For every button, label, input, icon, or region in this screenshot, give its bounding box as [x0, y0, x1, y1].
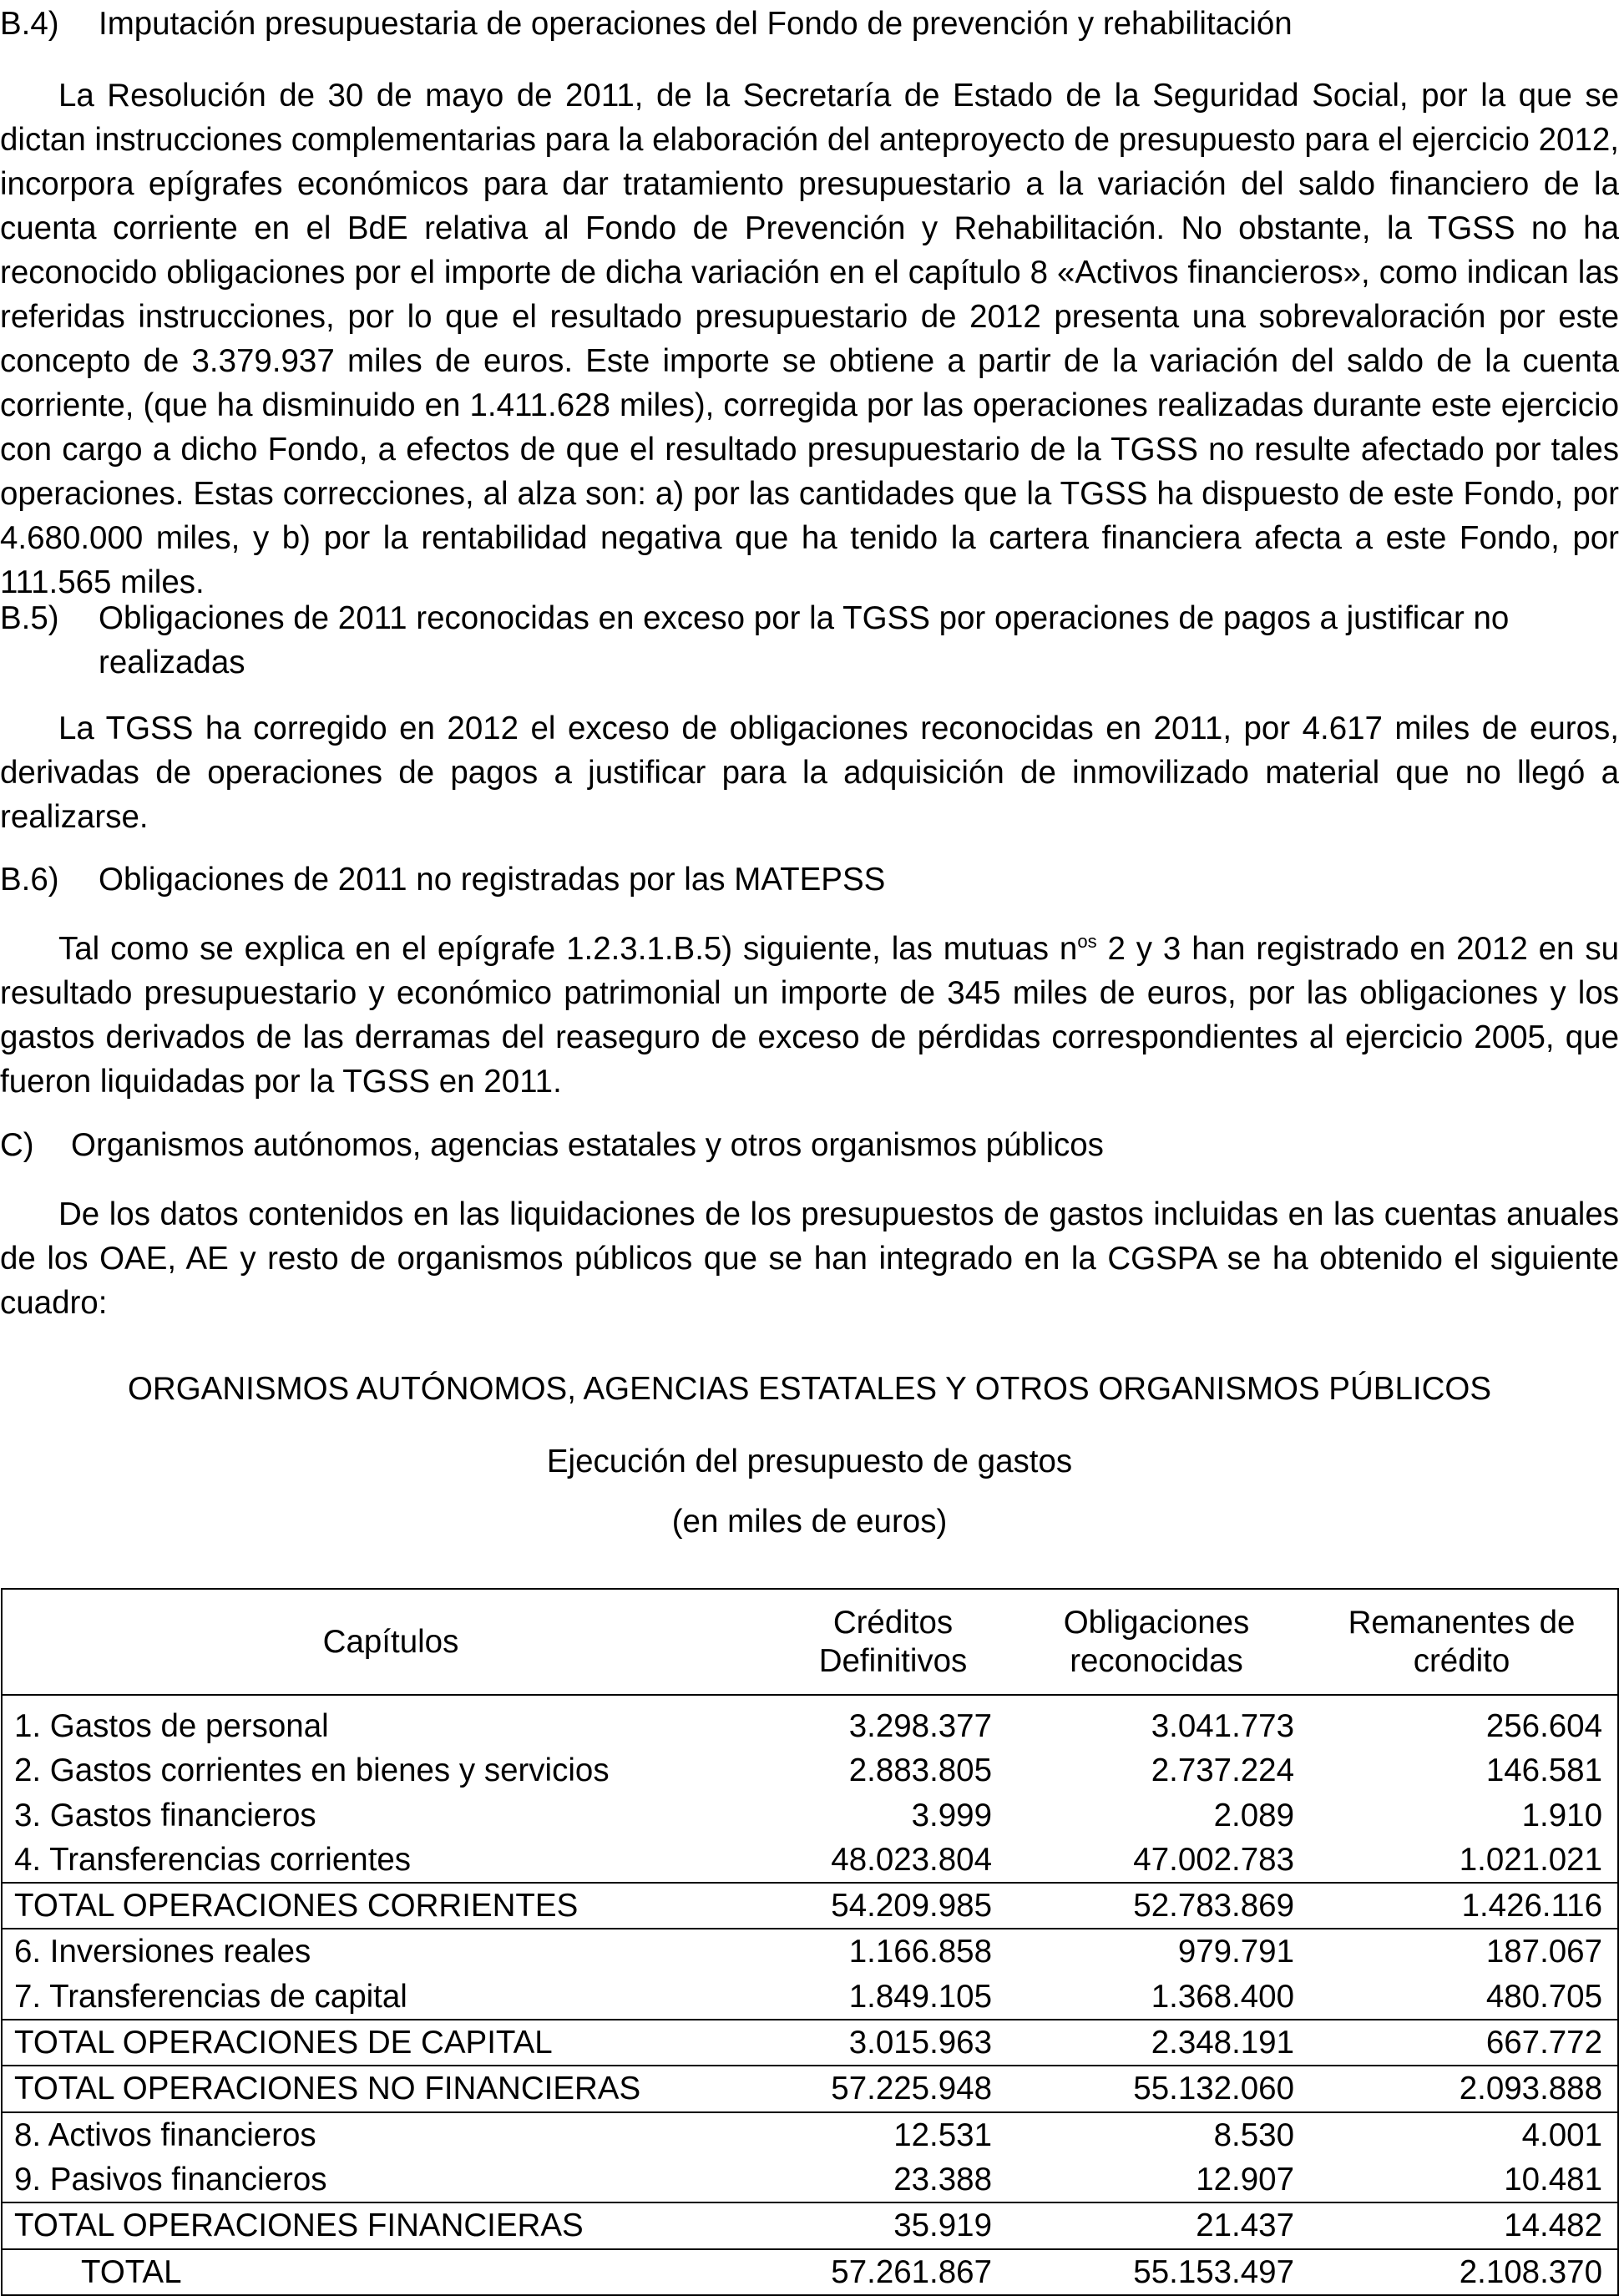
table-row — [2, 1838, 1618, 1883]
table-row-total — [2, 2020, 1618, 2066]
cell-creditos: 1.849.105 — [848, 1978, 992, 2015]
table-header-row — [2, 1589, 1618, 1695]
header-remanentes-de-credito: Remanentes de crédito — [1309, 1589, 1618, 1695]
cell-obligaciones: 2.737.224 — [1151, 1752, 1294, 1789]
cell-obligaciones: 52.783.869 — [1007, 1883, 1309, 1929]
row-label: TOTAL — [2, 2249, 782, 2295]
row-label: TOTAL OPERACIONES CORRIENTES — [2, 1883, 782, 1929]
table-row-total — [2, 1883, 1618, 1929]
table-row — [2, 1929, 1618, 1974]
cell-obligaciones: 12.907 — [1196, 2161, 1294, 2197]
row-label: 9. Pasivos financieros — [2, 2157, 782, 2202]
section-title: Imputación presupuestaria de operaciones del Fondo de prevención y rehabilitación — [99, 6, 1293, 42]
section-title: Organismos autónomos, agencias estatales y otros organismos públicos — [71, 1127, 1104, 1163]
section-number: B.4) — [0, 6, 59, 42]
cell-creditos: 1.166.858 — [782, 1929, 1007, 1974]
cell-creditos: 3.015.963 — [782, 2020, 1007, 2066]
cell-obligaciones: 2.089 — [1213, 1797, 1294, 1833]
cell-remanentes: 1.910 — [1309, 1793, 1618, 1838]
row-label: 7. Transferencias de capital — [2, 1975, 782, 2020]
cell-obligaciones: 47.002.783 — [1133, 1841, 1294, 1878]
header-obligaciones-reconocidas: Obligaciones reconocidas — [1007, 1589, 1309, 1695]
cell-obligaciones: 8.530 — [1007, 2112, 1309, 2157]
cell-obligaciones: 979.791 — [1007, 1929, 1309, 1974]
cell-remanentes: 1.021.021 — [1309, 1838, 1618, 1883]
paragraph-text-end: 2 y 3 han registrado en 2012 en su resultado presupuestario y económico patrimonial un importe de 345 miles de euros, por las obligaciones y los gastos derivados de las derramas del reaseguro de exceso de pérdidas correspondientes al ejercicio 2005, que fueron liquidadas por la TGSS en 2011. — [0, 931, 1619, 1100]
cell-remanentes: 1.426.116 — [1309, 1883, 1618, 1929]
table-title: ORGANISMOS AUTÓNOMOS, AGENCIAS ESTATALES Y OTROS ORGANISMOS PÚBLICOS — [127, 1371, 1492, 1407]
paragraph-text-start: Tal como se explica en el epígrafe 1.2.3.1.B.5) siguiente, las mutuas n — [58, 931, 1078, 967]
cell-remanentes: 480.705 — [1309, 1975, 1618, 2020]
table-row — [2, 2112, 1618, 2157]
header-creditos-definitivos: Créditos Definitivos — [782, 1589, 1007, 1695]
cell-obligaciones: 1.368.400 — [1151, 1978, 1294, 2015]
section-b6-paragraph — [0, 927, 1619, 1104]
cell-creditos: 48.023.804 — [831, 1841, 992, 1878]
cell-creditos: 2.883.805 — [848, 1752, 992, 1789]
section-number: B.5) — [0, 600, 59, 636]
row-label: 1. Gastos de personal — [2, 1695, 782, 1748]
cell-creditos: 23.388 — [893, 2161, 992, 2197]
row-label: 8. Activos financieros — [2, 2112, 782, 2157]
row-label: 6. Inversiones reales — [2, 1929, 782, 1974]
cell-creditos: 57.261.867 — [782, 2249, 1007, 2295]
cell-remanentes: 187.067 — [1309, 1929, 1618, 1974]
section-b4-paragraph: La Resolución de 30 de mayo de 2011, de la Secretaría de Estado de la Seguridad Social, por la que se dictan instrucciones complementarias para la elaboración del anteproyecto de presupuesto para el ejercicio 2012, incorpora epígrafes económicos para dar tratamiento presupuestario a la variación del saldo financiero de la cuenta corriente en el BdE relativa al Fondo de Prevención y Rehabilitación. No obstante, la TGSS no ha reconocido obligaciones por el importe de dicha variación en el capítulo 8 «Activos financieros», como indican las referidas instrucciones, por lo que el resultado presupuestario de 2012 presenta una sobrevaloración por este concepto de 3.379.937 miles de euros. Este importe se obtiene a partir de la variación del saldo de la cuenta corriente, (que ha disminuido en 1.411.628 miles), corregida por las operaciones realizadas durante este ejercicio con cargo a dicho Fondo, a efectos de que el resultado presupuestario de la TGSS no resulte afectado por tales operaciones. Estas correcciones, al alza son: a) por las cantidades que la TGSS ha dispuesto de este Fondo, por 4.680.000 miles, y b) por la rentabilidad negativa que ha tenido la cartera financiera afecta a este Fondo, por 111.565 miles. — [0, 78, 1619, 600]
budget-execution-table — [1, 1588, 1619, 2296]
superscript-os: os — [1077, 931, 1097, 953]
cell-creditos: 12.531 — [782, 2112, 1007, 2157]
table-row — [2, 1793, 1618, 1838]
row-label: TOTAL OPERACIONES FINANCIERAS — [2, 2202, 782, 2248]
cell-creditos: 57.225.948 — [782, 2066, 1007, 2111]
row-label: TOTAL OPERACIONES DE CAPITAL — [2, 2020, 782, 2066]
table-subtitle: Ejecución del presupuesto de gastos — [546, 1444, 1073, 1479]
cell-remanentes: 2.108.370 — [1309, 2249, 1618, 2295]
section-b5-paragraph: La TGSS ha corregido en 2012 el exceso de obligaciones reconocidas en 2011, por 4.617 miles de euros, derivadas de operaciones de pagos a justificar para la adquisición de inmovilizado material que no llegó a realizarse. — [0, 711, 1619, 835]
cell-remanentes: 14.482 — [1309, 2202, 1618, 2248]
table-units: (en miles de euros) — [671, 1504, 948, 1540]
row-label: 4. Transferencias corrientes — [2, 1838, 782, 1883]
cell-remanentes: 667.772 — [1309, 2020, 1618, 2066]
cell-remanentes: 146.581 — [1309, 1748, 1618, 1793]
cell-remanentes: 2.093.888 — [1309, 2066, 1618, 2111]
cell-obligaciones: 55.153.497 — [1007, 2249, 1309, 2295]
table-row — [2, 1748, 1618, 1793]
cell-obligaciones: 2.348.191 — [1007, 2020, 1309, 2066]
table-row — [2, 2157, 1618, 2202]
cell-obligaciones: 21.437 — [1007, 2202, 1309, 2248]
cell-obligaciones: 3.041.773 — [1151, 1708, 1294, 1744]
header-capitulos: Capítulos — [2, 1589, 782, 1695]
cell-creditos: 54.209.985 — [782, 1883, 1007, 1929]
section-number: B.6) — [0, 862, 59, 898]
row-label: TOTAL OPERACIONES NO FINANCIERAS — [2, 2066, 782, 2111]
table-row — [2, 1975, 1618, 2020]
section-number: C) — [0, 1127, 34, 1163]
cell-creditos: 35.919 — [782, 2202, 1007, 2248]
section-title: Obligaciones de 2011 reconocidas en exceso por la TGSS por operaciones de pagos a justificar no realizadas — [99, 600, 1510, 680]
section-b5-heading — [0, 596, 1619, 685]
row-label: 2. Gastos corrientes en bienes y servicios — [2, 1748, 782, 1793]
section-c-paragraph: De los datos contenidos en las liquidaciones de los presupuestos de gastos incluidas en las cuentas anuales de los OAE, AE y resto de organismos públicos que se han integrado en la CGSPA se ha obtenido el siguiente cuadro: — [0, 1196, 1619, 1321]
cell-creditos: 3.298.377 — [848, 1708, 992, 1744]
table-row — [2, 1695, 1618, 1748]
table-row-total — [2, 2202, 1618, 2248]
cell-remanentes: 10.481 — [1309, 2157, 1618, 2202]
table-row-total — [2, 2066, 1618, 2111]
cell-remanentes: 4.001 — [1309, 2112, 1618, 2157]
row-label: 3. Gastos financieros — [2, 1793, 782, 1838]
cell-obligaciones: 55.132.060 — [1007, 2066, 1309, 2111]
cell-creditos: 3.999 — [911, 1797, 992, 1833]
section-title: Obligaciones de 2011 no registradas por las MATEPSS — [99, 862, 886, 898]
cell-remanentes: 256.604 — [1309, 1695, 1618, 1748]
